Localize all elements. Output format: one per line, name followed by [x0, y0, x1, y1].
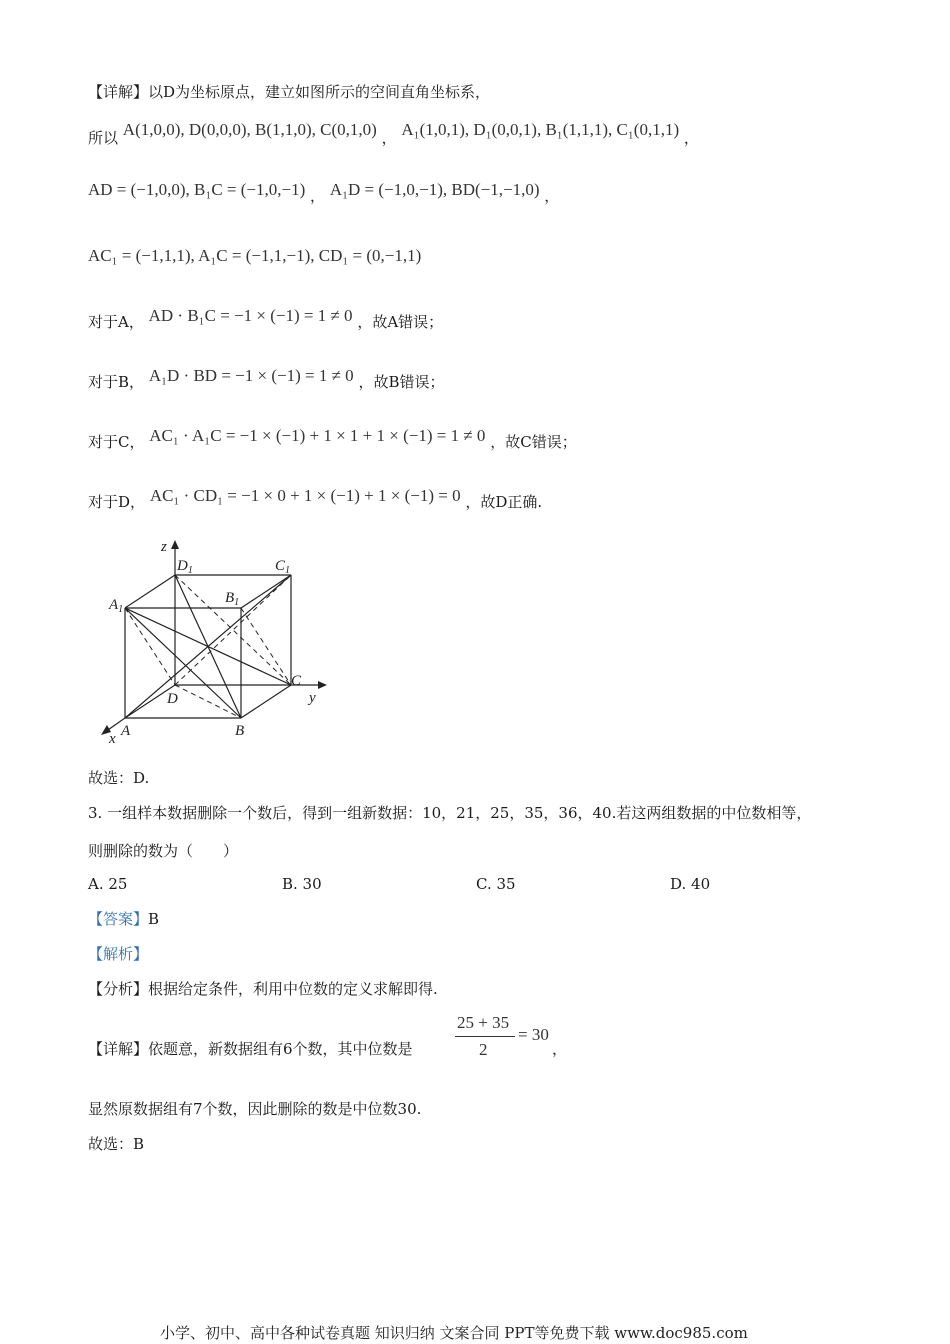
vectors-1-sep: ，: [310, 187, 326, 205]
label-y: y: [309, 690, 316, 706]
check-d-math: AC₁ · CD₁ = −1 × 0 + 1 × (−1) + 1 × (−1) = 0: [149, 486, 461, 505]
vectors-1-end: ，: [544, 187, 560, 205]
coordinates-line: [88, 120, 699, 147]
option-b: B. 30: [282, 875, 322, 893]
option-check-c: [88, 426, 577, 451]
vectors-line-1: [88, 180, 560, 205]
check-a-math: AD · B₁C = −1 × (−1) = 1 ≠ 0: [148, 306, 353, 325]
option-a: A. 25: [88, 875, 128, 893]
label-A: A: [121, 723, 131, 739]
option-check-a: [88, 306, 444, 331]
label-C: C: [291, 673, 302, 689]
answer-label: 【答案】: [88, 910, 149, 928]
check-c-math: AC₁ · A₁C = −1 × (−1) + 1 × 1 + 1 × (−1) = 1 ≠ 0: [149, 426, 486, 445]
coords-lower: A(1,0,0), D(0,0,0), B(1,1,0), C(0,1,0): [122, 120, 377, 139]
edge-A1-D1: [125, 575, 175, 608]
label-D: D: [167, 691, 178, 707]
check-d-suffix: ，故D正确.: [465, 493, 543, 511]
label-C1-main: C: [275, 558, 286, 574]
footer-ad: 小学、初中、高中各种试卷真题 知识归纳 文案合同 PPT等免费下载 www.doc985.com: [160, 1324, 748, 1342]
analysis-text: 【分析】根据给定条件，利用中位数的定义求解即得.: [88, 980, 438, 998]
option-check-d: [88, 486, 543, 511]
question-line-1: 3. 一组样本数据删除一个数后，得到一组新数据：10，21，25，35，36，40.若这两组数据的中位数相等，: [88, 804, 812, 822]
check-c-prefix: 对于C，: [88, 433, 145, 451]
vectors-1a: AD = (−1,0,0), B₁C = (−1,0,−1): [88, 180, 306, 199]
edge-B1-C1: [241, 575, 291, 608]
check-b-prefix: 对于B，: [88, 373, 145, 391]
fraction-numerator: 25 + 35: [457, 1013, 510, 1032]
arrow-y: [318, 681, 327, 689]
cube-figure: [95, 535, 335, 750]
conclusion: 显然原数据组有7个数，因此删除的数是中位数30.: [88, 1100, 422, 1118]
label-D1-main: D: [177, 558, 188, 574]
label-A1-sub: 1: [118, 604, 124, 615]
choice-final: 故选：B: [88, 1135, 145, 1153]
check-b-math: A₁D · BD = −1 × (−1) = 1 ≠ 0: [148, 366, 354, 385]
label-D1: [176, 558, 193, 576]
edge-B-C: [241, 685, 291, 718]
label-B1: [225, 590, 239, 608]
choice-prev: 故选：D.: [88, 769, 150, 787]
arrow-z: [171, 540, 179, 549]
label-D1-sub: 1: [187, 565, 193, 576]
check-b-suffix: ，故B错误；: [358, 373, 445, 391]
dash-D-B: [175, 685, 241, 718]
check-d-prefix: 对于D，: [88, 493, 146, 511]
label-x: x: [109, 731, 116, 747]
label-B1-main: B: [225, 590, 235, 606]
detail-2-end: ，: [552, 1040, 568, 1058]
label-C1-sub: 1: [285, 565, 291, 576]
detail-2-prefix: 【详解】依题意，新数据组有6个数，其中位数是: [88, 1040, 413, 1058]
label-z: z: [161, 539, 167, 555]
coords-sep: ，: [381, 129, 397, 147]
fraction-bar: [455, 1036, 515, 1037]
option-check-b: [88, 366, 445, 391]
label-C1: [275, 558, 290, 576]
check-a-prefix: 对于A，: [88, 313, 144, 331]
fraction-denominator: 2: [479, 1040, 488, 1059]
fraction-result: = 30: [518, 1025, 549, 1044]
option-c: C. 35: [476, 875, 516, 893]
option-d: D. 40: [670, 875, 711, 893]
diag-A1-B: [125, 608, 241, 718]
detail-intro: 【详解】以D为坐标原点，建立如图所示的空间直角坐标系，: [88, 83, 491, 101]
coords-upper: A₁(1,0,1), D₁(0,0,1), B₁(1,1,1), C₁(0,1,1): [401, 120, 680, 139]
answer-value: B: [148, 910, 160, 928]
analysis-label: 【解析】: [88, 945, 149, 963]
vectors-1b: A₁D = (−1,0,−1), BD(−1,−1,0): [329, 180, 540, 199]
coords-end: ，: [683, 129, 699, 147]
check-a-suffix: ，故A错误；: [357, 313, 444, 331]
label-B1-sub: 1: [234, 597, 240, 608]
label-B: B: [235, 723, 245, 739]
answer-line: [88, 909, 159, 929]
label-A1-main: A: [109, 597, 119, 613]
vectors-line-2: [88, 246, 421, 266]
question-line-2: 则删除的数为（ ）: [88, 842, 239, 860]
vectors-2: AC₁ = (−1,1,1), A₁C = (−1,1,−1), CD₁ = (0,−1,1): [88, 246, 422, 265]
label-A1: [108, 597, 123, 615]
coords-prefix: 所以: [88, 129, 119, 147]
detail-2-line: [88, 1039, 413, 1059]
check-c-suffix: ，故C错误；: [490, 433, 577, 451]
